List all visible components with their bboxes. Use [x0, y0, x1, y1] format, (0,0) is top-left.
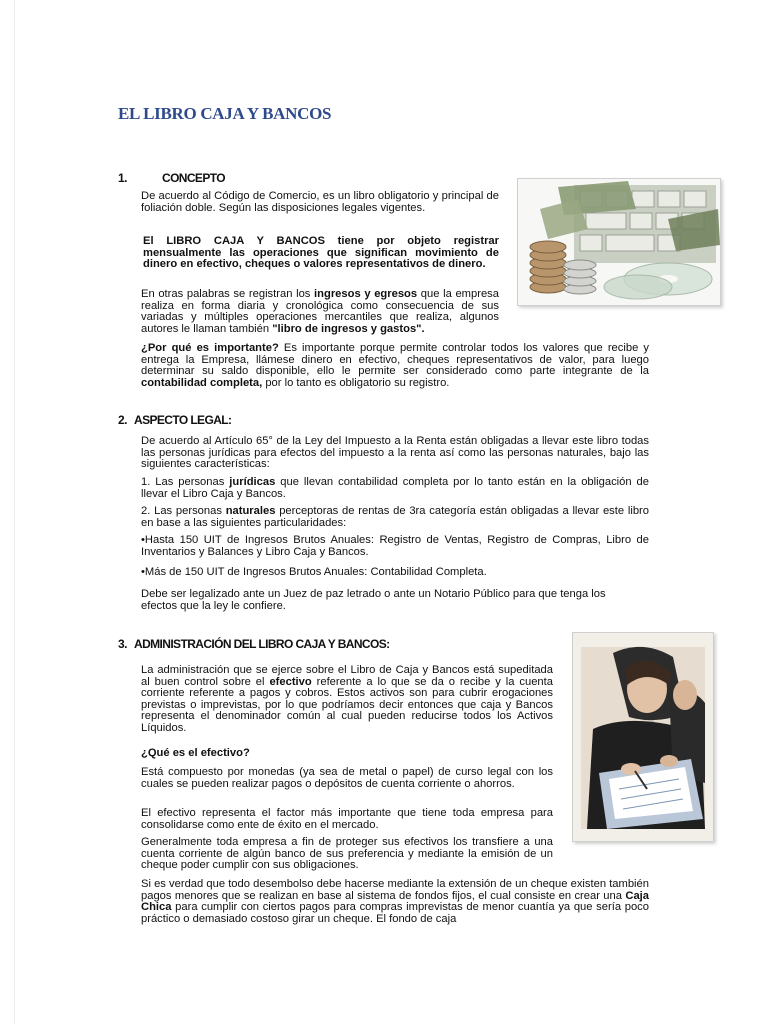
legal-paragraph-2: 1. Las personas jurídicas que llevan contabilidad completa por lo tanto están en la obligación de llevar el Libro Caja y Bancos.	[141, 476, 649, 500]
money-keyboard-illustration	[518, 179, 720, 305]
section-1-title: CONCEPTO	[162, 171, 225, 185]
admin-paragraph-1: La administración que se ejerce sobre el Libro de Caja y Bancos está supeditada al buen control sobre el efectivo referente a lo que se da o recibe y la cuenta corriente referente a pagos y cobros. Estos activos son para cubrir erogaciones previstas o imprevistas, por lo que podríamos decir entonces que caja y Bancos representa el denominador común al cual pueden reducirse todos los Activos Líquidos.	[141, 664, 553, 734]
concepto-paragraph-2: El LIBRO CAJA Y BANCOS tiene por objeto registrar mensualmente las operaciones que significan movimiento de dinero en efectivo, cheques o valores representativos de dinero.	[143, 235, 499, 271]
section-3-number: 3.	[118, 637, 127, 651]
admin-question: ¿Qué es el efectivo?	[141, 747, 250, 759]
section-2-number: 2.	[118, 413, 127, 427]
legal-paragraph-4: •Hasta 150 UIT de Ingresos Brutos Anuales: Registro de Ventas, Registro de Compras, Libro de Inventarios y Balances y Libro Caja y Bancos.	[141, 534, 649, 558]
concepto-paragraph-3: En otras palabras se registran los ingresos y egresos que la empresa realiza en forma diaria y cronológica como consecuencia de sus variadas y múltiples operaciones mercantiles que realiza, algunos autores le llaman también "libro de ingresos y gastos".	[141, 288, 499, 335]
admin-paragraph-2: Está compuesto por monedas (ya sea de metal o papel) de curso legal con los cuales se pueden realizar pagos o depósitos de cuenta corriente o ahorros.	[141, 766, 553, 790]
section-2-title: ASPECTO LEGAL:	[134, 413, 232, 427]
section-3-heading	[118, 637, 390, 651]
legal-paragraph-6: Debe ser legalizado ante un Juez de paz letrado o ante un Notario Público para que tenga los efectos que la ley le confiere.	[141, 588, 606, 612]
business-people-photo	[572, 632, 714, 842]
admin-paragraph-5: Si es verdad que todo desembolso debe hacerse mediante la extensión de un cheque existen también pagos menores que se realizan en base al sistema de fondos fijos, el cual consiste en crear una Caja Chica para cumplir con ciertos pagos para compras imprevistas de menor cuantía ya que sería poco práctico o demasiado costoso girar un cheque. El fondo de caja	[141, 878, 649, 925]
admin-paragraph-3: El efectivo representa el factor más importante que tiene toda empresa para consolidarse como ente de éxito en el mercado.	[141, 807, 553, 831]
business-people-illustration	[573, 633, 713, 841]
page-edge	[14, 0, 15, 1024]
legal-paragraph-1: De acuerdo al Artículo 65° de la Ley del Impuesto a la Renta están obligadas a llevar este libro todas las personas jurídicas para efectos del impuesto a la renta así como las personas naturales, bajo las siguientes características:	[141, 435, 649, 471]
concepto-paragraph-4: ¿Por qué es importante? Es importante porque permite controlar todos los valores que recibe y entrega la Empresa, llámese dinero en efectivo, cheques representativos de valor, para luego determinar su saldo disponible, ello le permite ser considerado como parte integrante de la contabilidad completa, por lo tanto es obligatorio su registro.	[141, 342, 650, 389]
section-3-title: ADMINISTRACIÓN DEL LIBRO CAJA Y BANCOS:	[134, 637, 390, 651]
document-title: EL LIBRO CAJA Y BANCOS	[118, 104, 332, 123]
section-2-heading	[118, 413, 231, 427]
section-1-heading	[118, 171, 225, 185]
concepto-paragraph-1: De acuerdo al Código de Comercio, es un libro obligatorio y principal de foliación doble. Según las disposiciones legales vigentes.	[141, 190, 499, 214]
admin-paragraph-4: Generalmente toda empresa a fin de proteger sus efectivos los transfiere a una cuenta corriente de algún banco de sus preferencia y mediante la emisión de un cheque poder cumplir con sus obligaciones.	[141, 836, 553, 872]
legal-paragraph-3: 2. Las personas naturales perceptoras de rentas de 3ra categoría están obligadas a llevar este libro en base a las siguientes particularidades:	[141, 505, 649, 529]
legal-paragraph-5: •Más de 150 UIT de Ingresos Brutos Anuales: Contabilidad Completa.	[141, 566, 487, 578]
section-1-number: 1.	[118, 171, 127, 185]
money-keyboard-photo	[517, 178, 721, 306]
